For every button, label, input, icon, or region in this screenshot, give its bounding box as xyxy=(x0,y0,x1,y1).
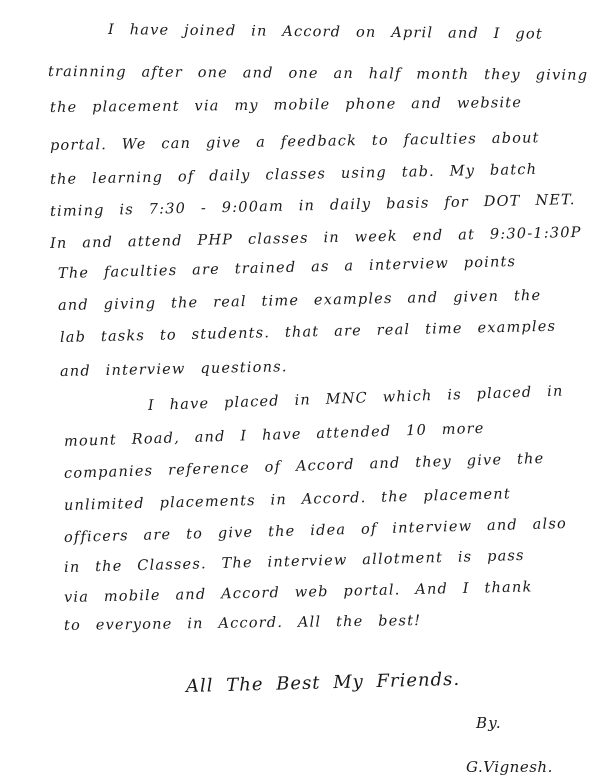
text-line: the learning of daily classes using tab. My batch xyxy=(49,161,538,188)
text-line: mount Road, and I have attended 10 more xyxy=(63,420,485,450)
text-line: and interview questions. xyxy=(59,359,288,380)
text-line: in the Classes. The interview allotment is pass xyxy=(63,547,525,576)
text-line: the placement via my mobile phone and website xyxy=(49,95,523,116)
text-line: and giving the real time examples and given the xyxy=(57,287,542,314)
text-line: In and attend PHP classes in week end at 9:30-1:30P xyxy=(49,224,582,252)
signature: G.Vignesh. xyxy=(466,758,553,776)
text-line: I have placed in MNC which is placed in xyxy=(147,383,564,414)
text-line: unlimited placements in Accord. the placement xyxy=(63,486,512,514)
text-line: The faculties are trained as a interview points xyxy=(57,254,517,282)
text-line: officers are to give the idea of interview and also xyxy=(63,515,568,546)
text-line: via mobile and Accord web portal. And I thank xyxy=(63,579,533,606)
text-line: to everyone in Accord. All the best! xyxy=(63,613,422,634)
text-line: timing is 7:30 - 9:00am in daily basis for DOT NET. xyxy=(49,192,576,220)
closing-line: All The Best My Friends. xyxy=(185,668,461,697)
text-line: I have joined in Accord on April and I got xyxy=(107,22,543,43)
text-line: trainning after one and one an half month they giving xyxy=(47,64,589,84)
by-label: By. xyxy=(476,714,502,732)
text-line: portal. We can give a feedback to faculties about xyxy=(49,130,540,154)
text-line: lab tasks to students. that are real time examples xyxy=(59,318,557,346)
text-line: companies reference of Accord and they give the xyxy=(63,450,545,482)
